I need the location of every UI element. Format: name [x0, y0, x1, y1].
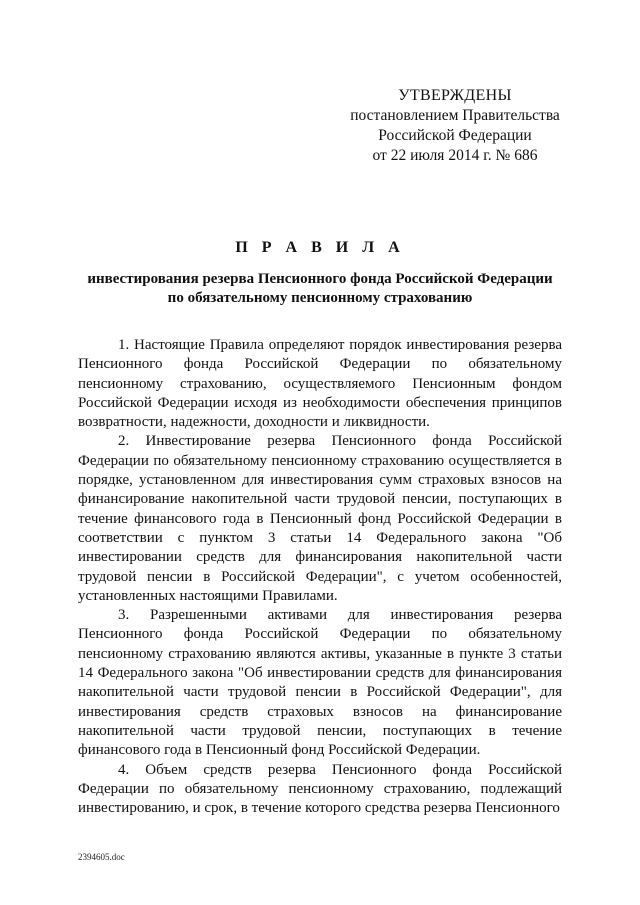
paragraph-4: 4. Объем средств резерва Пенсионного фонда Российской Федерации по обязательному пенсионному страхованию, подлежащий инвестированию, и срок, в течение которого средства резерва Пенсионного	[78, 761, 562, 817]
document-subtitle-line-1: инвестирования резерва Пенсионного фонда Российской Федерации	[87, 271, 553, 287]
file-name-footer: 2394605.doc	[78, 852, 125, 862]
paragraph-2: 2. Инвестирование резерва Пенсионного фонда Российской Федерации по обязательному пенсионному страхованию осуществляется в порядке, установленном для инвестирования сумм страховых взносов на финансирование накопительной части трудовой пенсии, поступающих в течение финансового года в Пенсионный фонд Российской Федерации в соответствии с пунктом 3 статьи 14 Федерального закона "Об инвестировании средств для финансирования накопительной части трудовой пенсии в Российской Федерации", с учетом особенностей, установленных настоящими Правилами.	[78, 433, 562, 604]
approval-stamp: УТВЕРЖДЕНЫ	[398, 87, 512, 104]
document-body	[78, 336, 562, 818]
title-block	[60, 238, 580, 308]
approval-line-2: Российской Федерации	[378, 127, 532, 144]
paragraph-3: 3. Разрешенными активами для инвестирования резерва Пенсионного фонда Российской Федерации по обязательному пенсионному страхованию являются активы, указанные в пункте 3 статьи 14 Федерального закона "Об инвестировании средств для финансирования накопительной части трудовой пенсии в Российской Федерации", для инвестирования средств страховых взносов на финансирование накопительной части трудовой пенсии, поступающих в течение финансового года в Пенсионный фонд Российской Федерации.	[78, 607, 562, 759]
approval-block	[340, 86, 570, 166]
paragraph-1: 1. Настоящие Правила определяют порядок инвестирования резерва Пенсионного фонда Российской Федерации по обязательному пенсионному страхованию, осуществляемого Пенсионным фондом Российской Федерации исходя из необходимости обеспечения принципов возвратности, надежности, доходности и ликвидности.	[78, 337, 562, 431]
approval-line-3: от 22 июля 2014 г. № 686	[372, 147, 538, 164]
approval-line-1: постановлением Правительства	[350, 107, 560, 124]
document-subtitle-line-2: по обязательному пенсионному страхованию	[167, 290, 473, 306]
document-title: П Р А В И Л А	[235, 239, 405, 256]
